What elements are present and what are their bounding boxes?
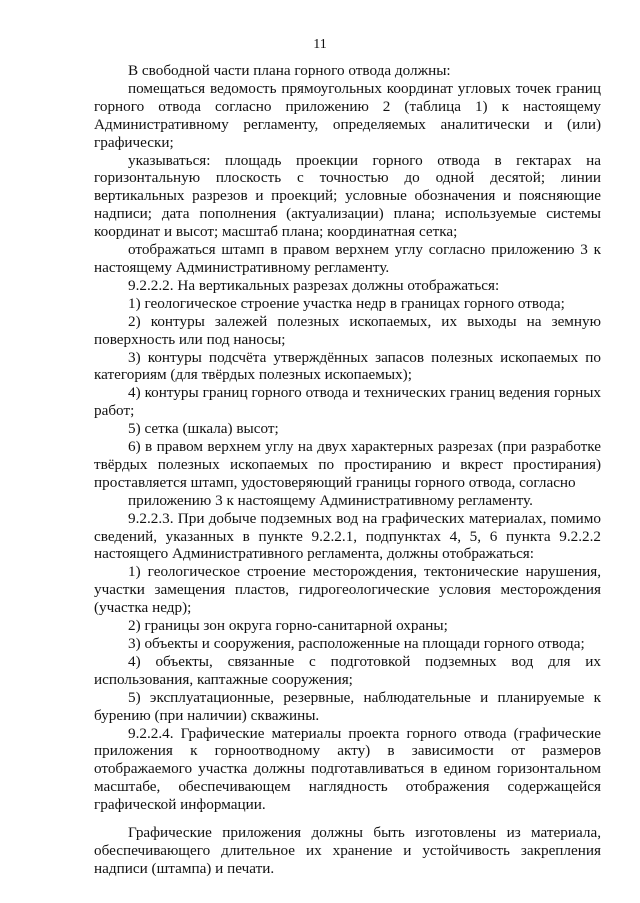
list-item: 5) сетка (шкала) высот;: [128, 420, 279, 438]
list-item: 2) границы зон округа горно-санитарной охраны;: [128, 617, 448, 635]
document-body: [94, 62, 601, 878]
paragraph: помещаться ведомость прямоугольных координат угловых точек границ горного отвода согласно приложению 2 (таблица 1) к настоящему Административному регламенту, определяемых аналитически и (или) графически;: [94, 79, 601, 151]
list-item: 3) контуры подсчёта утверждённых запасов полезных ископаемых по категориям (для твёрдых полезных ископаемых);: [94, 348, 601, 384]
list-item: 2) контуры залежей полезных ископаемых, их выходы на земную поверхность или под наносы;: [94, 312, 601, 348]
paragraph: указываться: площадь проекции горного отвода в гектарах на горизонтальную плоскость с точностью до одной десятой; линии вертикальных разрезов и проекций; условные обозначения и поясняющие надписи; дата пополнения (актуализации) плана; используемые системы координат и высот; масштаб плана; координатная сетка;: [94, 151, 601, 241]
paragraph: Графические приложения должны быть изготовлены из материала, обеспечивающего длительное их хранение и устойчивость закрепления надписи (штампа) и печати.: [94, 824, 601, 877]
paragraph: 9.2.2.4. Графические материалы проекта горного отвода (графические приложения к горноотводному акту) в зависимости от размеров отображаемого участка должны подготавливаться в едином горизонтальном масштабе, обеспечивающем наглядность отображения содержащейся графической информации.: [94, 724, 601, 814]
paragraph: приложению 3 к настоящему Административному регламенту.: [128, 491, 533, 509]
paragraph: В свободной части плана горного отвода должны:: [128, 62, 451, 79]
list-item: 1) геологическое строение участка недр в границах горного отвода;: [128, 294, 565, 312]
list-item: 4) контуры границ горного отвода и технических границ ведения горных работ;: [94, 384, 601, 420]
paragraph: отображаться штамп в правом верхнем углу согласно приложению 3 к настоящему Административному регламенту.: [94, 241, 601, 276]
list-item: 1) геологическое строение месторождения, тектонические нарушения, участки замещения пластов, гидрогеологические условия месторождения (участка недр);: [94, 563, 601, 617]
page-number: 11: [313, 37, 327, 52]
paragraph: 9.2.2.3. При добыче подземных вод на графических материалах, помимо сведений, указанных в пункте 9.2.2.1, подпунктах 4, 5, 6 пункта 9.2.2.2 настоящего Административного регламента, должны отображаться:: [94, 509, 601, 563]
list-item: 4) объекты, связанные с подготовкой подземных вод для их использования, каптажные сооружения;: [94, 652, 601, 688]
paragraph: 9.2.2.2. На вертикальных разрезах должны отображаться:: [128, 276, 500, 294]
list-item: 6) в правом верхнем углу на двух характерных разрезах (при разработке твёрдых полезных ископаемых по простиранию и вкрест простирания) проставляется штамп, удостоверяющий границы горного отвода, согласно: [94, 438, 601, 491]
list-item: 3) объекты и сооружения, расположенные на площади горного отвода;: [128, 635, 585, 652]
list-item: 5) эксплуатационные, резервные, наблюдательные и планируемые к бурению (при наличии) скважины.: [94, 688, 601, 724]
